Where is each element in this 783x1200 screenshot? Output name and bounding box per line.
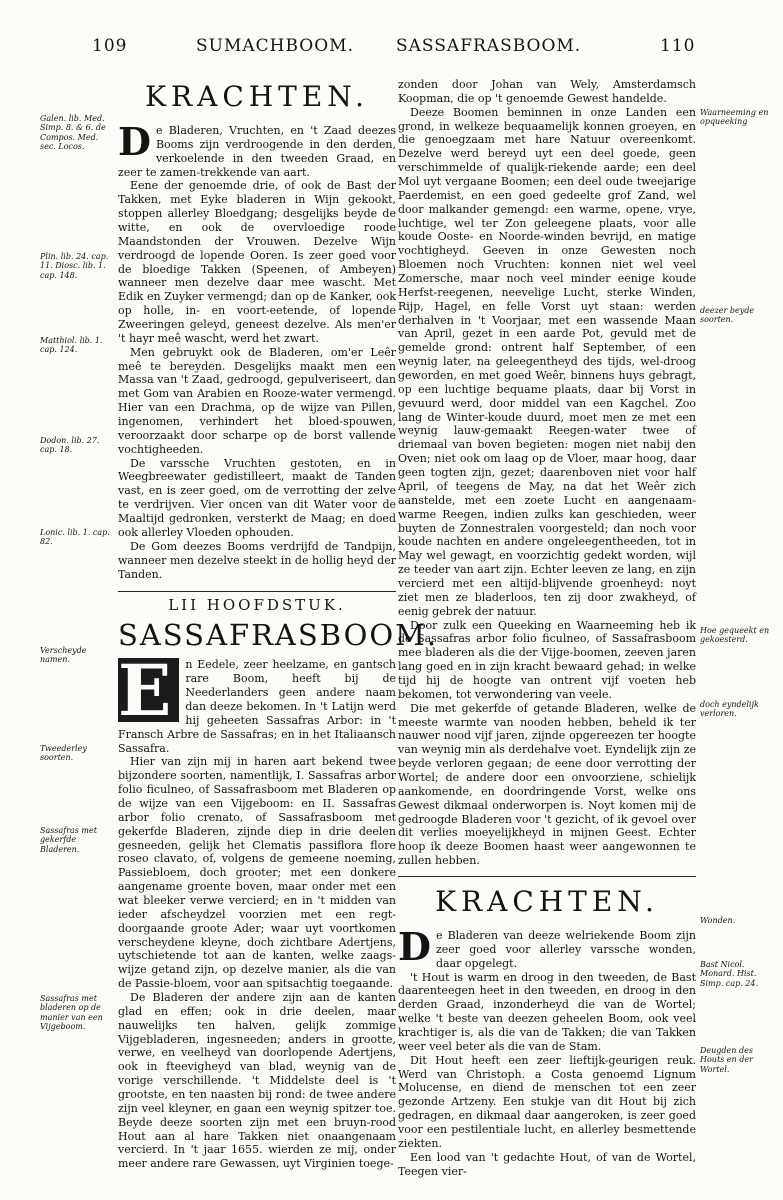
paragraph: Een lood van 't gedachte Hout, of van de Wortel, Teegen vier- [398, 1150, 696, 1178]
left-column [118, 78, 439, 1171]
paragraph: Die met gekerfde of getande Bladeren, welke de meeste warmte van nooden hebben, beheld ik ter nauwer nood vijf jaren, zijnde opgereezen ter hoogte van weynig min als derdehalve voet. Eyndelijk zijn ze beyde verloren gegaan; de eene door verrotting der Wortel; de andere door een onvoorziene, schielijk aankomende, en doordringende Vorst, welke ons Gewest dikmaal onderworpen is. Noyt komen mij de gedroogde Bladeren voor 't gezicht, of ik gevoel over dit verlies moeyelijkheyd in mijnen Geest. Echter hoop ik deeze Boomen haast weer aangewonnen te zullen hebben. [398, 701, 696, 868]
right-running-title: SASSAFRASBOOM. [396, 36, 582, 56]
side-note-matthiolus: Matthiol. lib. 1. cap. 124. [40, 336, 103, 355]
paragraph: De Bladeren van deeze welriekende Boom zijn zeer goed voor allerley varssche wonden, daar opgelegt. [398, 923, 696, 970]
paragraph: Deeze Boomen beminnen in onze Landen een grond, in welkeze bequaamelijk konnen groeyen, en die genoegzaam met hare Natuur overeenkomt. Dezelve werd bereyd uyt een deel goede, geen verschimmelde of qualijk-riekende aarde; een deel Mol uyt vergaane Boomen; een deel oude tweejarige Paerdemist, en een goed gedeelte grof Zand, wel door malkander gemengd: een warme, opene, vrye, luchtige, wel ter Zon geleegene plaats, voor alle koude Ooste- en Noorde-winden bevrijd, en matige vochtigheyd. Geeven in onze Gewesten noch Bloemen noch Vruchten: konnen niet wel veel Zomersche, maar noch veel minder eenige koude Herfst-reegenen, neevelige Lucht, sterke Winden, Rijp, Hagel, en felle Vorst uyt staan: werden derhalven in 't Voorjaar, met een wassende Maan van April, gezet in een aarde Pot, gevuld met de gemelde grond: ontrent half September, of een weynig later, na geleegentheyd des tijds, wel-droog geworden, en met goed Weêr, binnens huys gebragt, op een luchtige bequame plaats, daar bij Vorst in gevuurd werd, door middel van een Kagchel. Zoo lang de Winter-koude duurd, moet men ze met een weynig lauw-gemaakt Reegen-water twee of driemaal van boven begieten: mogen niet nabij den Oven; niet ook om laag op de Vloer, maar hoog, daar geen togten zijn, gezet; daarenboven niet voor half April, of teegens de May, na dat het Weêr zich aanstelde, met een zoete Lucht en aangenaam-warme Reegen, indien zulks kan geschieden, weer buyten de Zonnestralen voorgesteld; dan noch voor koude nachten en andere ongeleegentheeden, tot in May wel gewagt, en voorzichtig gedekt worden, wijl ze teeder van aart zijn. Echter leeven ze lang, en zijn vercierd met een altijd-blijvende groenheyd: noyt ziet men ze bladerloos, ten zij door zwakheyd, of eenig gebrek der natuur. [398, 105, 696, 618]
side-note-verscheyde-namen: Verscheyde namen. [40, 646, 87, 665]
side-note-gekerfde-bladeren: Sassafras met gekerfde Bladeren. [40, 826, 97, 854]
paragraph: De Bladeren der andere zijn aan de kanten glad en effen; ook in drie deelen, maar nauwelijks ten halven, gelijk zommige Vijgebladeren, ingesneeden; anders in grootte, verwe, en veelheyd van doorlopende Adertjens, ook in fteevigheyd van blad, weynig van de vorige verschillende. 't Middelste deel is 't grootste, en ten naasten bij rond: de twee andere zijn veel kleyner, en gaan een weynig spitzer toe. Beyde deeze soorten zijn met een bruyn-rood Hout aan al hare Takken niet onaangenaam vercierd. In 't jaar 1655. wierden ze mij, onder meer andere rare Gewassen, uyt Virginien toege- [118, 990, 396, 1171]
side-note-doch-verloren: doch eyndelijk verloren. [700, 700, 759, 719]
side-note-deezer-beyde: deezer beyde soorten. [700, 306, 755, 325]
left-running-title: SUMACHBOOM. [196, 36, 354, 56]
paragraph: 't Hout is warm en droog in den tweeden, de Bast daarenteegen heet in den tweeden, en droog in den derden Graad, inzonderheyd die van de Wortel; welke 't beste van deezen geheelen Boom, ook veel krachtiger is, als die van de Takken; die van Takken weer veel beter als die van de Stam. [398, 970, 696, 1053]
left-page-number: 109 [92, 36, 128, 56]
side-note-waarneeming: Waarneeming en opqueeking [700, 108, 769, 127]
chapter-number: LII HOOFDSTUK. [168, 596, 346, 615]
paragraph: zonden door Johan van Wely, Amsterdamsch Koopman, die op 't genoemde Gewest handelde. [398, 78, 696, 105]
right-page-number: 110 [660, 36, 696, 56]
side-note-vijgeboom-bladeren: Sassafras met bladeren op de manier van een Vijgeboom. [40, 994, 103, 1032]
krachten-heading-left: KRACHTEN. [145, 80, 369, 113]
paragraph: Eene der genoemde drie, of ook de Bast der Takken, met Eyke bladeren in Wijn gekookt, stoppen allerley Bloedgang; desgelijks beyde de witte, en ook de overvloedige roode Maandstonden der Vrouwen. Dezelve Wijn verdroogd de lopende Ooren. Is zeer goed voor de bloedige Takken (Speenen, of Ambeyen) wanneer men dezelve daar mee wascht. Met Edik en Zuyker vermengd; dan op de Kanker, ook op holle, in- en voort-eetende, of lopende Zweeringen geleyd, geneest dezelve. Als men'er 't hayr meê wascht, werd het zwart. [118, 179, 396, 345]
paragraph: Dit Hout heeft een zeer lieftijk-geurigen reuk. Werd van Christoph. a Costa genoemd Lignum Molucense, en diend de menschen tot een zeer gezonde Artzeny. Een stukje van dit Hout bij zich gedragen, en dikmaal daar aangeroken, is zeer goed voor een pestilentiale lucht, en allerley besmettende ziekten. [398, 1053, 696, 1150]
side-note-lonicerus: Lonic. lib. 1. cap. 82. [40, 528, 110, 547]
krachten-heading-right: KRACHTEN. [435, 884, 659, 918]
side-note-wonden: Wonden. [700, 916, 736, 925]
side-note-tweederley-soorten: Tweederley soorten. [40, 744, 87, 763]
paragraph: Men gebruykt ook de Bladeren, om'er Leêr meê te bereyden. Desgelijks maakt men een Massa van 't Zaad, gedroogd, gepulveriseert, dan met Gom van Arabien en Rooze-water vermengd. Hier van een Drachma, op de wijze van Pillen, ingenomen, verhindert het bloed-spouwen, veroorzaakt door scharpe op de borst vallende vochtigheeden. [118, 345, 396, 456]
chapter-divider [118, 591, 396, 592]
side-note-deugden: Deugden des Houts en der Wortel. [700, 1046, 753, 1074]
side-note-galen: Galen. lib. Med. Simp. 8. & 6. de Compos. Med. sec. Locos. [40, 114, 106, 152]
chapter-title: SASSAFRASBOOM. [118, 618, 439, 653]
paragraph: De Gom deezes Booms verdrijfd de Tandpijn, wanneer men dezelve steekt in de hollig heyd der Tanden. [118, 539, 396, 581]
paragraph: Door zulk een Queeking en Waarneeming heb ik de Sassafras arbor folio ficulneo, of Sassafrasboom mee bladeren als die der Vijge-boomen, zeeven jaren lang goed en in zijn kracht bewaard gehad; in welke tijd hij de hoogte van ontrent vijf voeten heb bekomen, tot verwondering van veele. [398, 618, 696, 701]
paragraph: De Bladeren, Vruchten, en 't Zaad deezes Booms zijn verdroogende in den derden, verkoelende in den tweeden Graad, en zeer te zamen-trekkende van aart. [118, 119, 396, 179]
paragraph: De varssche Vruchten gestoten, en in Weegbreewater gedistilleert, maakt de Tanden vast, en is zeer goed, om de verrotting der zelve te verdrijven. Vier oncen van dit Water voor de Maaltijd gedronken, versterkt de Maag; en doed ook allerley Vloeden ophouden. [118, 456, 396, 539]
paragraph: Hier van zijn mij in haren aart bekend twee bijzondere soorten, namentlijk, I. Sassafras arbor folio ficulneo, of Sassafrasboom met Bladeren op de wijze van een Vijgeboom: en II. Sassafras arbor folio crenato, of Sassafrasboom met gekerfde Bladeren, zijnde diep in drie deelen gesneeden, gelijk het Clematis passiflora flore roseo clavato, of, volgens de gemeene noeming, Passiebloem, doch grooter; met een donkere aangename groente boven, maar onder met een wat bleeker verwe vercierd; en in 't midden van ieder afscheydzel voorzien met een regt-doorgaande groote Ader; waar uyt voortkomen verscheydene kleyne, doch zichtbare Adertjens, uytschietende tot aan de kanten, welke zaags-wijze getand zijn, op dezelve manier, als die van de Passie-bloem, voor aan spitsachtig toegaande. [118, 755, 396, 991]
side-note-monardes: Bast Nicol. Monard. Hist. Simp. cap. 24. [700, 960, 759, 988]
side-note-plinius: Plin. lib. 24. cap. 11. Diosc. lib. 1. cap. 148. [40, 252, 109, 280]
section-divider [398, 876, 696, 877]
paragraph: En Eedele, zeer heelzame, en gantsch rare Boom, heeft bij de Neederlanders geen andere naam dan deeze bekomen. In 't Latijn werd hij geheeten Sassafras Arbor: in 't Fransch Arbre de Sassafras; en in het Italiaansch Sassafra. [118, 649, 396, 755]
side-note-dodonaeus: Dodon. lib. 27. cap. 18. [40, 436, 100, 455]
side-note-hoe-gequeekt: Hoe gequeekt en gekoesterd. [700, 626, 770, 645]
right-column [398, 78, 696, 1178]
